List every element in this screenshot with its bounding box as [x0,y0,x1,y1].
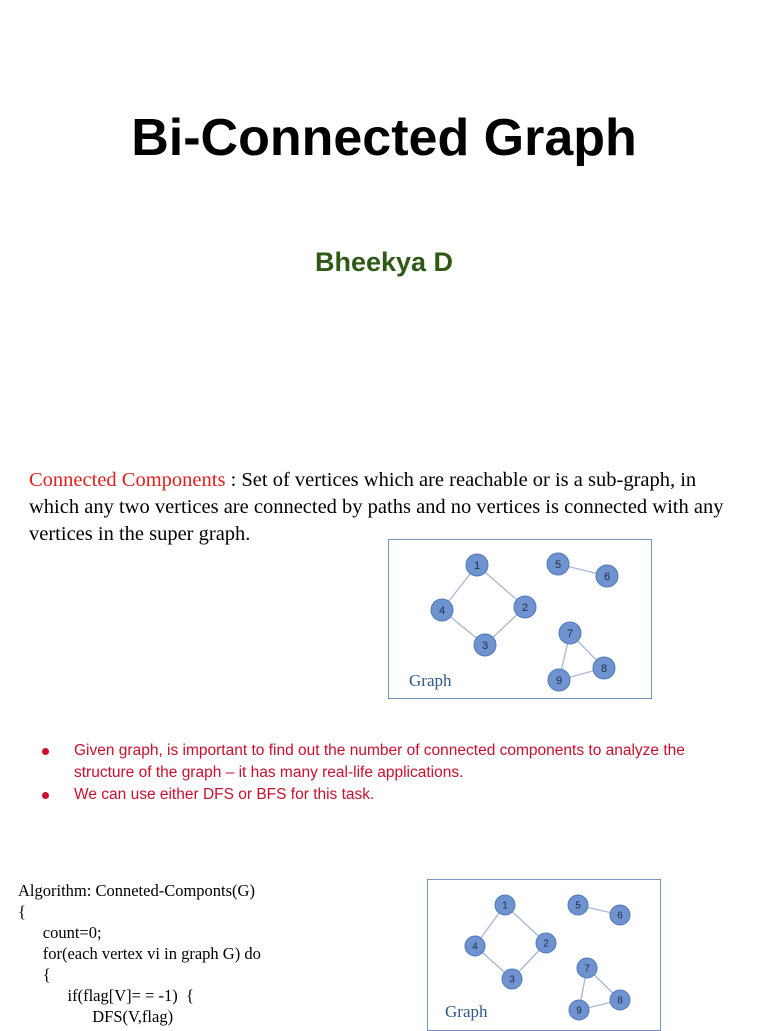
page-title: Bi-Connected Graph [131,109,637,167]
graph-node [495,895,515,915]
graph-node [502,969,522,989]
graph-figure-1 [388,539,652,699]
graph-node-label: 6 [603,570,611,583]
algorithm-line: count=0; [18,923,102,942]
graph-node-label: 3 [509,974,515,986]
bullet-dot [42,748,49,755]
algorithm-line: if(flag[V]= = -1) { [18,986,194,1005]
algorithm-line: for(each vertex vi in graph G) do [18,944,261,963]
graph-node-label: 3 [481,639,489,652]
definition-text: : Set of vertices which are reachable or is a sub-graph, in which any two vertices are connected by paths and no vertices is connected with any vertices in the super graph. [29,469,724,545]
bullet-list [40,740,720,806]
graph-node [536,933,556,953]
graph-node [466,554,488,576]
bullet-text: Given graph, is important to find out the number of connected components to analyze the structure of the graph – it has many real-life applications. [74,742,685,781]
algorithm-line: Algorithm: Conneted-Componts(G) [18,881,255,900]
graph-figure-2 [427,879,661,1031]
graph-node-label: 9 [555,674,563,687]
graph-node-label: 1 [473,559,481,572]
graph-node [547,553,569,575]
graph-node [593,657,615,679]
graph-node-label: 2 [543,938,549,950]
graph-node-label: 7 [566,627,574,640]
graph-node-label: 5 [575,900,581,912]
graph-node [577,958,597,978]
algorithm-line: { [18,902,26,921]
graph-node [568,895,588,915]
graph-node [474,634,496,656]
bullet-dot [42,792,49,799]
graph-node [610,905,630,925]
graph-node-label: 8 [600,662,608,675]
graph-node-label: 6 [617,910,623,922]
algorithm-block [18,880,418,1027]
bullet-item [40,784,720,806]
graph-node-label: 1 [502,900,508,912]
graph-node-label: 8 [617,995,623,1007]
graph-node [559,622,581,644]
graph-figure-2-label: Graph [445,1002,488,1021]
graph-node [610,990,630,1010]
graph-node-label: 2 [521,601,529,614]
graph-node [514,596,536,618]
bullet-item [40,740,720,784]
algorithm-line: DFS(V,flag) [18,1007,174,1026]
graph-figure-1-label: Graph [409,671,452,690]
graph-node [465,936,485,956]
graph-node-label: 4 [438,604,446,617]
graph-node [569,1000,589,1020]
graph-node [548,669,570,691]
definition-paragraph [29,467,749,548]
graph-node-label: 5 [554,558,562,571]
author-name: Bheekya D [314,247,454,277]
algorithm-line: { [18,965,51,984]
graph-node-label: 7 [584,963,590,975]
definition-term: Connected Components [29,469,226,491]
graph-node [431,599,453,621]
graph-node-label: 4 [472,941,478,953]
graph-node [596,565,618,587]
graph-node-label: 9 [576,1005,582,1017]
bullet-text: We can use either DFS or BFS for this task. [74,786,375,803]
